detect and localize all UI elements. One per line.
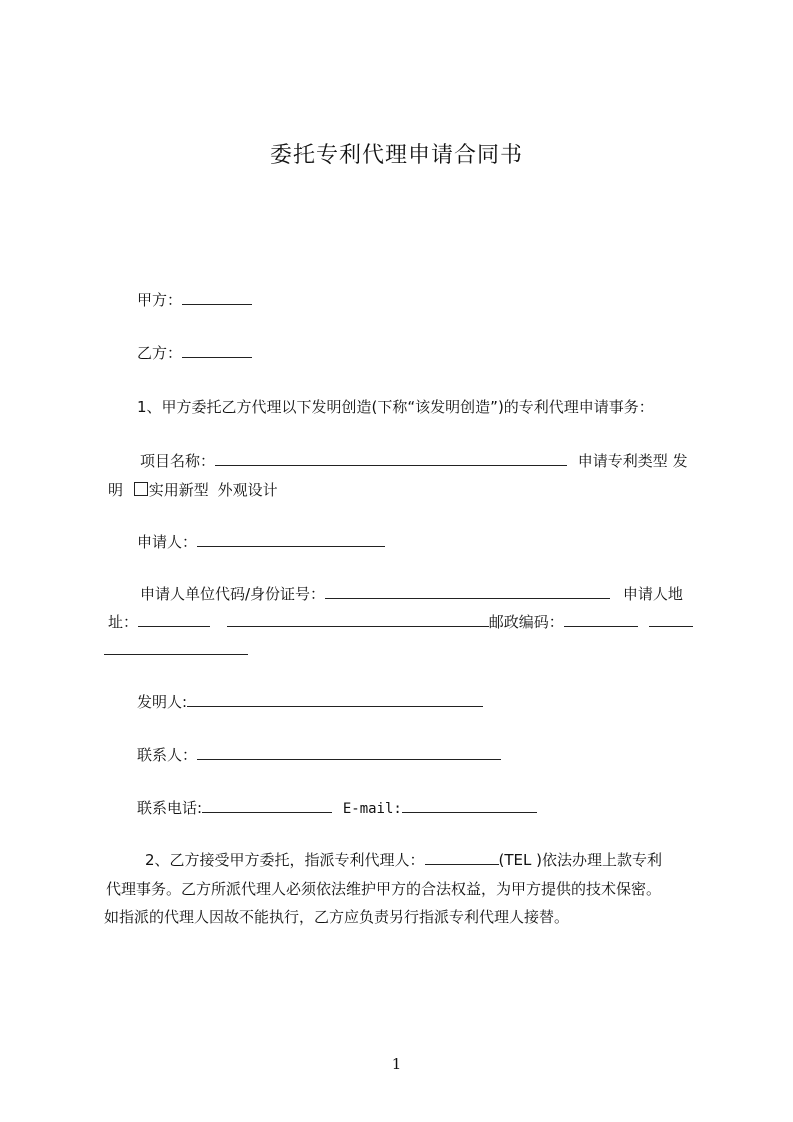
patent-type-cont: 明 [108, 481, 124, 499]
address-line-cont [104, 640, 248, 660]
address-label-2: 址： [108, 613, 139, 631]
inventor-field[interactable] [187, 692, 483, 707]
party-b-line [137, 343, 252, 363]
inventor-label: 发明人: [137, 693, 188, 711]
unit-code-label: 申请人单位代码/身份证号： [140, 585, 326, 603]
contact-field[interactable] [197, 745, 501, 760]
email-field[interactable] [402, 798, 537, 813]
clause-2-a: 2、乙方接受甲方委托，指派专利代理人： [145, 851, 425, 869]
page-number: 1 [391, 1055, 402, 1073]
contact-line [137, 745, 501, 765]
applicant-line [137, 532, 385, 552]
address-field-c[interactable] [104, 640, 248, 655]
applicant-label: 申请人： [137, 533, 198, 551]
utility-model-checkbox[interactable] [134, 482, 148, 496]
contact-label: 联系人： [137, 746, 198, 764]
applicant-field[interactable] [197, 532, 385, 547]
design-label: 外观设计 [217, 481, 278, 499]
postcode-field[interactable] [564, 612, 638, 627]
party-a-line [137, 290, 252, 310]
address-label-1: 申请人地 [622, 585, 683, 603]
clause-2-line-1 [145, 850, 662, 870]
phone-email-line [137, 798, 537, 819]
document-title: 委托专利代理申请合同书 [269, 143, 523, 168]
party-a-field[interactable] [182, 290, 252, 305]
address-field-b[interactable] [227, 612, 489, 627]
utility-model-label: 实用新型 [148, 481, 209, 499]
party-a-label: 甲方： [137, 291, 183, 309]
patent-type-label: 申请专利类型 发 [577, 452, 688, 470]
unit-code-line [140, 584, 683, 604]
project-name-line [140, 451, 688, 471]
patent-type-options [108, 480, 278, 500]
clause-1: 1、甲方委托乙方代理以下发明创造(下称“该发明创造”)的专利代理申请事务： [137, 398, 654, 416]
address-field-a[interactable] [138, 612, 210, 627]
email-label: E-mail: [342, 801, 402, 817]
agent-field[interactable] [425, 850, 499, 865]
inventor-line [137, 692, 483, 712]
clause-2-tel: (TEL )依法办理上款专利 [498, 851, 663, 869]
phone-field[interactable] [202, 798, 332, 813]
postcode-field-cont[interactable] [649, 612, 693, 627]
party-b-label: 乙方： [137, 344, 183, 362]
phone-label: 联系电话: [137, 799, 203, 817]
unit-code-field[interactable] [325, 584, 610, 599]
party-b-field[interactable] [182, 343, 252, 358]
project-name-label: 项目名称： [140, 452, 216, 470]
postcode-label: 邮政编码： [488, 613, 564, 631]
clause-2-line-2: 代理事务。乙方所派代理人必须依法维护甲方的合法权益，为甲方提供的技术保密。 [106, 880, 662, 898]
project-name-field[interactable] [215, 451, 567, 466]
address-line [108, 612, 693, 632]
clause-2-line-3: 如指派的代理人因故不能执行，乙方应负责另行指派专利代理人接替。 [104, 908, 570, 926]
